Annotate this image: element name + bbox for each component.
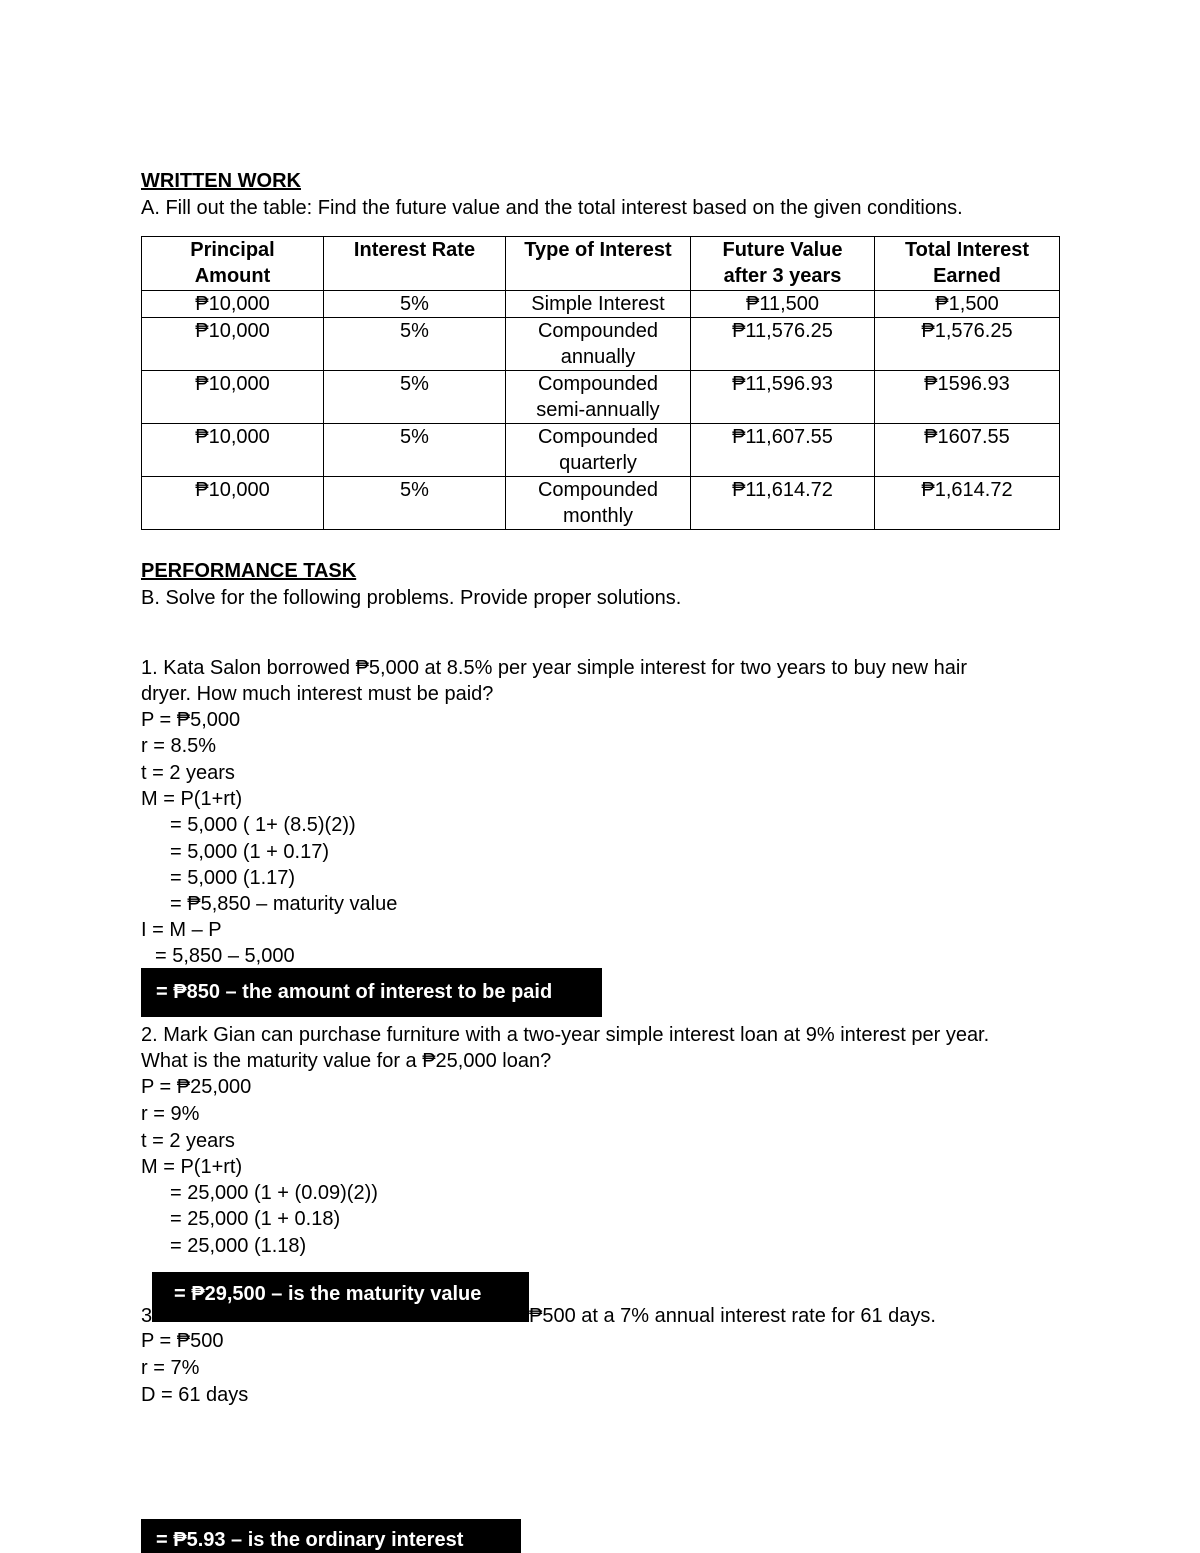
interest-table xyxy=(141,236,1060,530)
cell-rate: 5% xyxy=(324,424,506,477)
cell-principal: ₱10,000 xyxy=(142,477,324,530)
cell-interest: ₱1607.55 xyxy=(875,424,1060,477)
problem-3-answer: = ₱5.93 – is the ordinary interest xyxy=(141,1519,521,1553)
problem-1-text-cont: dryer. How much interest must be paid? xyxy=(141,683,494,705)
solution-line: = 5,000 (1 + 0.17) xyxy=(170,841,330,863)
header-interest-rate: Interest Rate xyxy=(324,237,506,291)
solution-line: = ₱5,850 – maturity value xyxy=(170,893,398,915)
cell-principal: ₱10,000 xyxy=(142,424,324,477)
written-work-heading: WRITTEN WORK xyxy=(141,170,301,192)
cell-type: Compounded semi-annually xyxy=(506,371,691,424)
solution-line: = 25,000 (1 + (0.09)(2)) xyxy=(170,1182,378,1204)
solution-line: = 25,000 (1 + 0.18) xyxy=(170,1208,341,1230)
cell-interest: ₱1,576.25 xyxy=(875,318,1060,371)
header-total-interest: Total Interest Earned xyxy=(875,237,1060,291)
problem-2-text-cont: What is the maturity value for a ₱25,000 loan? xyxy=(141,1050,552,1072)
cell-rate: 5% xyxy=(324,318,506,371)
problem-2-answer: = ₱29,500 – is the maturity value xyxy=(152,1272,529,1322)
cell-future-value: ₱11,607.55 xyxy=(691,424,875,477)
cell-principal: ₱10,000 xyxy=(142,291,324,318)
cell-type: Compounded annually xyxy=(506,318,691,371)
cell-rate: 5% xyxy=(324,371,506,424)
cell-future-value: ₱11,614.72 xyxy=(691,477,875,530)
solution-line: = 25,000 (1.18) xyxy=(170,1235,307,1257)
solution-line: t = 2 years xyxy=(141,1130,235,1152)
cell-principal: ₱10,000 xyxy=(142,371,324,424)
problem-3-text-end: ₱500 at a 7% annual interest rate for 61 days. xyxy=(529,1305,936,1327)
solution-line: D = 61 days xyxy=(141,1384,249,1406)
cell-type: Compounded quarterly xyxy=(506,424,691,477)
table-row xyxy=(142,477,1060,530)
solution-line: P = ₱5,000 xyxy=(141,709,241,731)
solution-line: r = 8.5% xyxy=(141,735,217,757)
cell-rate: 5% xyxy=(324,291,506,318)
problem-3-text-start: 3 xyxy=(141,1305,153,1327)
header-principal: Principal Amount xyxy=(142,237,324,291)
solution-line: = 5,000 ( 1+ (8.5)(2)) xyxy=(170,814,356,836)
table-row xyxy=(142,291,1060,318)
cell-future-value: ₱11,500 xyxy=(691,291,875,318)
solution-line: = 5,000 (1.17) xyxy=(170,867,296,889)
table-row xyxy=(142,371,1060,424)
table-row xyxy=(142,424,1060,477)
header-type-of-interest: Type of Interest xyxy=(506,237,691,291)
solution-line: r = 7% xyxy=(141,1357,200,1379)
solution-line: M = P(1+rt) xyxy=(141,788,243,810)
cell-interest: ₱1596.93 xyxy=(875,371,1060,424)
cell-interest: ₱1,500 xyxy=(875,291,1060,318)
problem-1-text: 1. Kata Salon borrowed ₱5,000 at 8.5% per year simple interest for two years to buy new hair xyxy=(141,657,967,679)
cell-interest: ₱1,614.72 xyxy=(875,477,1060,530)
solution-line: = 5,850 – 5,000 xyxy=(155,945,295,967)
performance-task-instruction: B. Solve for the following problems. Provide proper solutions. xyxy=(141,587,682,609)
problem-2-text: 2. Mark Gian can purchase furniture with a two-year simple interest loan at 9% interest per year. xyxy=(141,1024,990,1046)
solution-line: P = ₱25,000 xyxy=(141,1076,252,1098)
cell-future-value: ₱11,576.25 xyxy=(691,318,875,371)
solution-line: r = 9% xyxy=(141,1103,200,1125)
table-row xyxy=(142,318,1060,371)
cell-future-value: ₱11,596.93 xyxy=(691,371,875,424)
cell-principal: ₱10,000 xyxy=(142,318,324,371)
cell-type: Simple Interest xyxy=(506,291,691,318)
solution-line: M = P(1+rt) xyxy=(141,1156,243,1178)
written-work-instruction: A. Fill out the table: Find the future value and the total interest based on the given conditions. xyxy=(141,197,963,219)
header-future-value: Future Value after 3 years xyxy=(691,237,875,291)
solution-line: I = M – P xyxy=(141,919,222,941)
problem-1-answer: = ₱850 – the amount of interest to be paid xyxy=(141,968,602,1017)
solution-line: t = 2 years xyxy=(141,762,235,784)
cell-type: Compounded monthly xyxy=(506,477,691,530)
cell-rate: 5% xyxy=(324,477,506,530)
table-header-row xyxy=(142,237,1060,291)
performance-task-heading: PERFORMANCE TASK xyxy=(141,560,357,582)
solution-line: P = ₱500 xyxy=(141,1330,224,1352)
